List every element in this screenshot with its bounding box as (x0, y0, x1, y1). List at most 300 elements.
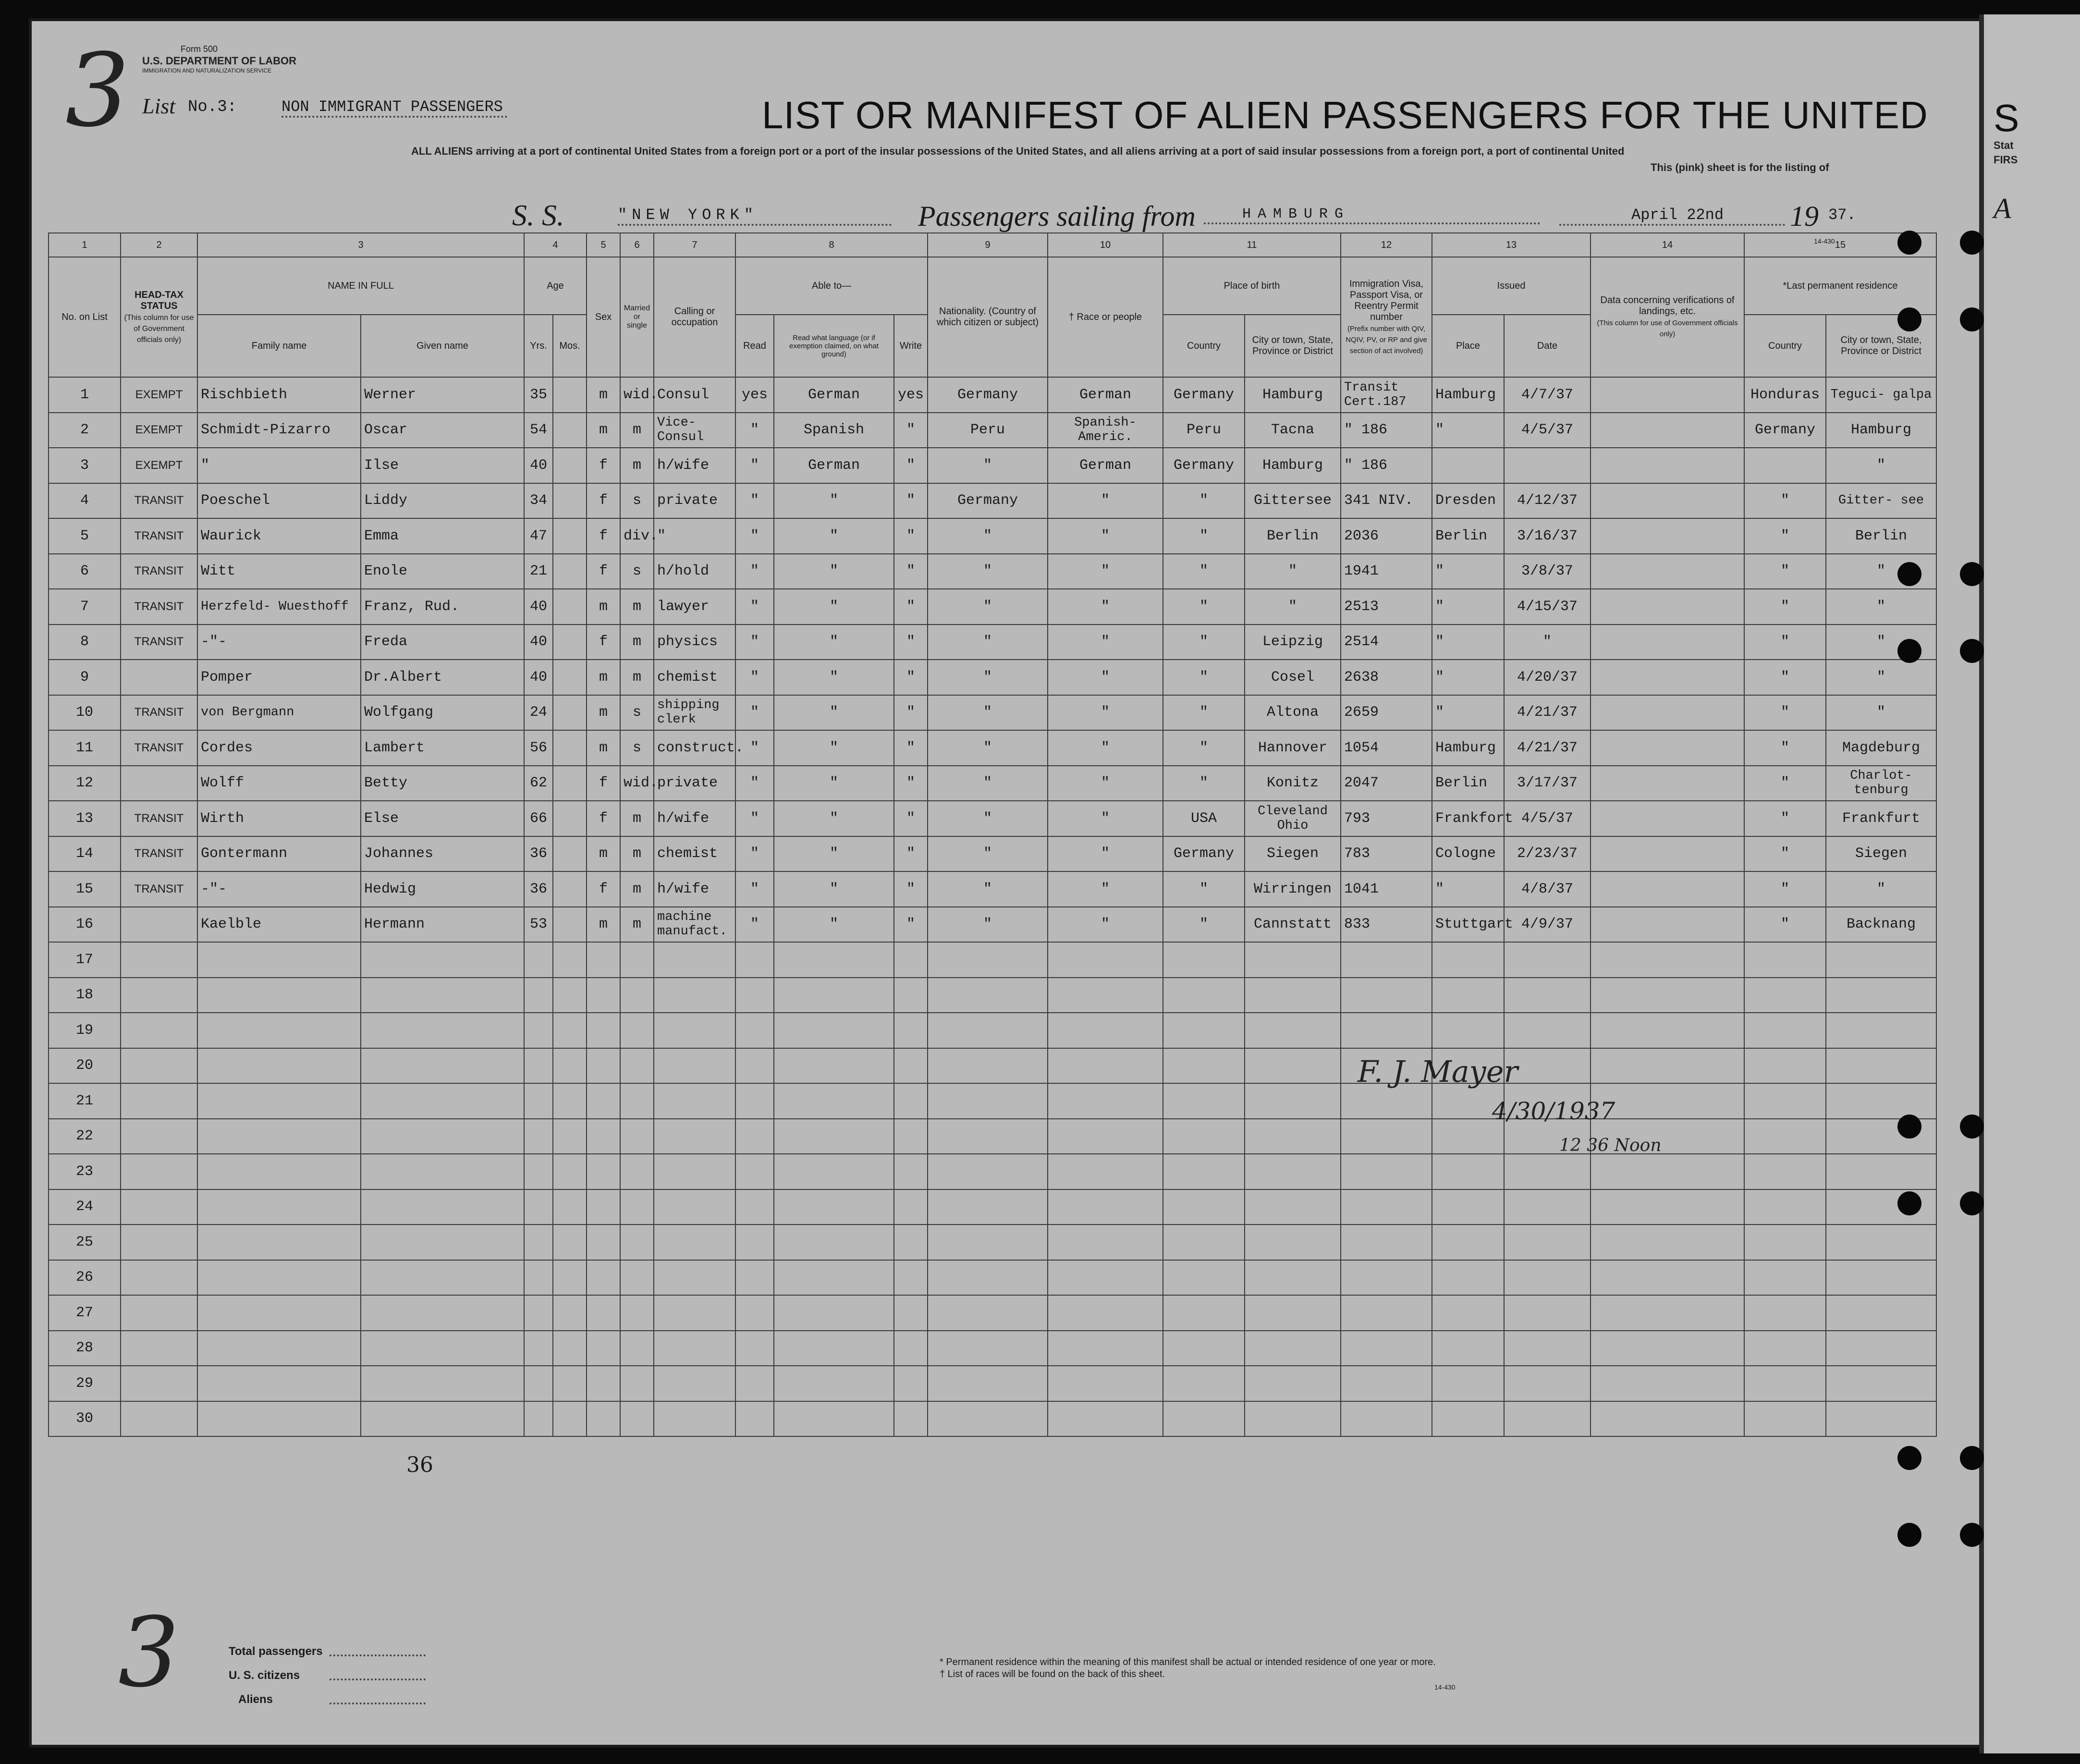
empty-cell (620, 1295, 654, 1331)
empty-cell (1341, 942, 1432, 978)
nationality-cell: Peru (928, 413, 1048, 448)
occupation-cell: shipping clerk (654, 695, 735, 731)
birth-city-cell: " (1245, 554, 1341, 589)
empty-cell (620, 1401, 654, 1437)
empty-cell (1591, 1189, 1744, 1225)
language-cell: " (774, 589, 894, 625)
row-number: 22 (49, 1119, 121, 1154)
family-name-cell: Wolff (197, 766, 361, 801)
empty-cell (774, 942, 894, 978)
empty-cell (1245, 1013, 1341, 1048)
residence-country-cell: " (1744, 907, 1826, 943)
empty-cell (654, 1048, 735, 1084)
given-name-cell: Enole (361, 554, 524, 589)
empty-cell (197, 1083, 361, 1119)
issued-place-cell: Cologne (1432, 836, 1504, 872)
manifest-table-wrap (48, 233, 1950, 1578)
residence-country-cell: " (1744, 660, 1826, 695)
residence-country-cell: " (1744, 518, 1826, 554)
empty-cell (620, 1331, 654, 1366)
issued-place-cell: Hamburg (1432, 377, 1504, 413)
empty-cell (1744, 1401, 1826, 1437)
age-months-cell (553, 625, 587, 660)
given-name-cell: Hermann (361, 907, 524, 943)
empty-cell (620, 1189, 654, 1225)
residence-country-cell: " (1744, 871, 1826, 907)
aliens-label: Aliens (238, 1693, 273, 1706)
empty-cell (524, 1189, 553, 1225)
occupation-cell: h/wife (654, 871, 735, 907)
next-page-letter-1: S (1994, 97, 2020, 139)
table-row (49, 907, 2028, 943)
occupation-cell: lawyer (654, 589, 735, 625)
departure-port: HAMBURG (1204, 206, 1540, 224)
empty-cell (524, 1331, 553, 1366)
empty-cell (928, 942, 1048, 978)
birth-country-cell: Germany (1163, 377, 1245, 413)
table-row (49, 801, 2028, 836)
subtitle-line2: This (pink) sheet is for the listing of (1651, 161, 1829, 173)
empty-cell (553, 1401, 587, 1437)
row-number: 17 (49, 942, 121, 978)
table-row (49, 730, 2028, 766)
age-months-cell (553, 589, 587, 625)
binding-hole (1897, 1446, 1921, 1470)
visa-cell: " 186 (1341, 448, 1432, 483)
empty-cell (524, 1154, 553, 1189)
visa-cell: 2036 (1341, 518, 1432, 554)
table-row (49, 766, 2028, 801)
empty-cell (1744, 1154, 1826, 1189)
marital-status-cell: m (620, 413, 654, 448)
language-cell: Spanish (774, 413, 894, 448)
language-cell: " (774, 660, 894, 695)
issued-date-cell: 4/5/37 (1504, 801, 1591, 836)
residence-country-cell: Germany (1744, 413, 1826, 448)
empty-cell (894, 1331, 928, 1366)
empty-cell (654, 1154, 735, 1189)
header-visa (1341, 257, 1432, 377)
sex-cell: m (587, 695, 620, 731)
occupation-cell: Vice- Consul (654, 413, 735, 448)
issued-date-cell: 4/15/37 (1504, 589, 1591, 625)
sex-cell: m (587, 907, 620, 943)
birth-city-cell: Cleveland Ohio (1245, 801, 1341, 836)
empty-cell (774, 1119, 894, 1154)
language-cell: " (774, 907, 894, 943)
birth-city-cell: Gittersee (1245, 483, 1341, 519)
empty-cell (735, 1401, 774, 1437)
read-cell: " (735, 448, 774, 483)
empty-cell (553, 1295, 587, 1331)
empty-cell (553, 1154, 587, 1189)
empty-cell (1826, 1295, 1936, 1331)
residence-country-cell: " (1744, 589, 1826, 625)
colnum-13: 13 (1432, 233, 1591, 257)
empty-cell (121, 1401, 197, 1437)
empty-cell (361, 1260, 524, 1296)
empty-cell (1744, 942, 1826, 978)
empty-cell (774, 1048, 894, 1084)
issued-place-cell: Stuttgart (1432, 907, 1504, 943)
empty-cell (654, 942, 735, 978)
empty-cell (121, 1083, 197, 1119)
empty-cell (1744, 978, 1826, 1013)
family-name-cell: von Bergmann (197, 695, 361, 731)
column-group-row (49, 257, 2028, 315)
empty-cell (524, 1260, 553, 1296)
footer-form-code: 14-430 (1434, 1683, 1456, 1691)
visa-note: (Prefix number with QIV, NQIV, PV, or RP and give section of act involved) (1346, 324, 1427, 355)
occupation-cell: " (654, 518, 735, 554)
verification-cell (1591, 766, 1744, 801)
row-number: 3 (49, 448, 121, 483)
birth-country-cell: " (1163, 589, 1245, 625)
empty-cell (1591, 942, 1744, 978)
header-read-language: Read what language (or if exemption claimed, on what ground) (774, 315, 894, 377)
empty-cell (1245, 1189, 1341, 1225)
empty-cell (894, 1119, 928, 1154)
empty-cell (361, 1013, 524, 1048)
empty-cell (197, 1119, 361, 1154)
write-cell: yes (894, 377, 928, 413)
age-years-cell: 36 (524, 836, 553, 872)
empty-cell (524, 1083, 553, 1119)
empty-cell (774, 1331, 894, 1366)
empty-cell (735, 1189, 774, 1225)
sailing-label: Passengers sailing from (918, 200, 1196, 232)
empty-cell (524, 1295, 553, 1331)
verification-cell (1591, 518, 1744, 554)
empty-cell (735, 942, 774, 978)
visa-cell: 2514 (1341, 625, 1432, 660)
empty-cell (587, 942, 620, 978)
table-row (49, 554, 2028, 589)
occupation-cell: h/wife (654, 448, 735, 483)
manifest-body (49, 377, 2028, 1436)
empty-cell (587, 1048, 620, 1084)
page-count: 36 (406, 1453, 433, 1477)
write-cell: " (894, 695, 928, 731)
row-number: 26 (49, 1260, 121, 1296)
row-number: 7 (49, 589, 121, 625)
empty-cell (121, 1331, 197, 1366)
empty-cell (1591, 1154, 1744, 1189)
empty-cell (1432, 1154, 1504, 1189)
empty-cell (774, 1225, 894, 1260)
age-months-cell (553, 801, 587, 836)
empty-cell (553, 978, 587, 1013)
empty-cell (197, 1331, 361, 1366)
empty-cell (197, 942, 361, 978)
family-name-cell: -"- (197, 625, 361, 660)
empty-cell (197, 1013, 361, 1048)
age-years-cell: 36 (524, 871, 553, 907)
sex-cell: m (587, 413, 620, 448)
row-number: 24 (49, 1189, 121, 1225)
table-row (49, 978, 2028, 1013)
empty-cell (1432, 1295, 1504, 1331)
colnum-4: 4 (524, 233, 587, 257)
residence-city-cell: " (1826, 695, 1936, 731)
marital-status-cell: wid. (620, 766, 654, 801)
marital-status-cell: m (620, 660, 654, 695)
empty-cell (1048, 978, 1163, 1013)
write-cell: " (894, 660, 928, 695)
nationality-cell: " (928, 695, 1048, 731)
empty-cell (1048, 1225, 1163, 1260)
verification-cell (1591, 589, 1744, 625)
occupation-cell: private (654, 766, 735, 801)
occupation-cell: chemist (654, 836, 735, 872)
empty-cell (1591, 1331, 1744, 1366)
list-number: No.3: (188, 98, 237, 116)
empty-cell (894, 978, 928, 1013)
family-name-cell: Herzfeld- Wuesthoff (197, 589, 361, 625)
empty-cell (1048, 1013, 1163, 1048)
empty-cell (553, 1189, 587, 1225)
birth-city-cell: Siegen (1245, 836, 1341, 872)
header-married: Married or single (620, 257, 654, 377)
empty-cell (654, 1013, 735, 1048)
table-row (49, 1331, 2028, 1366)
empty-cell (1504, 1189, 1591, 1225)
row-number: 13 (49, 801, 121, 836)
binding-hole (1960, 1523, 1984, 1547)
empty-cell (1826, 978, 1936, 1013)
race-cell: " (1048, 801, 1163, 836)
binding-hole (1897, 307, 1921, 331)
header-nationality: Nationality. (Country of which citizen or subject) (928, 257, 1048, 377)
table-row (49, 413, 2028, 448)
empty-cell (654, 1366, 735, 1401)
empty-cell (524, 942, 553, 978)
verification-cell (1591, 836, 1744, 872)
head-tax-cell (121, 907, 197, 943)
empty-cell (361, 1189, 524, 1225)
row-number: 23 (49, 1154, 121, 1189)
empty-cell (1245, 1083, 1341, 1119)
birth-country-cell: " (1163, 907, 1245, 943)
colnum-11: 11 (1163, 233, 1341, 257)
empty-cell (1341, 1154, 1432, 1189)
header-able-to: Able to— (735, 257, 928, 315)
given-name-cell: Hedwig (361, 871, 524, 907)
empty-cell (1826, 942, 1936, 978)
empty-cell (654, 1119, 735, 1154)
empty-cell (1504, 978, 1591, 1013)
given-name-cell: Emma (361, 518, 524, 554)
birth-country-cell: " (1163, 730, 1245, 766)
corner-number: 3 (65, 32, 130, 149)
empty-cell (928, 1048, 1048, 1084)
race-cell: " (1048, 554, 1163, 589)
empty-cell (894, 1401, 928, 1437)
empty-cell (1245, 1401, 1341, 1437)
empty-cell (735, 1048, 774, 1084)
visa-cell: 1941 (1341, 554, 1432, 589)
birth-city-cell: Konitz (1245, 766, 1341, 801)
empty-cell (654, 1331, 735, 1366)
header-place-of-birth: Place of birth (1163, 257, 1341, 315)
language-cell: " (774, 871, 894, 907)
birth-city-cell: Leipzig (1245, 625, 1341, 660)
empty-cell (1432, 1013, 1504, 1048)
colnum-5: 5 (587, 233, 620, 257)
empty-cell (553, 1083, 587, 1119)
marital-status-cell: s (620, 730, 654, 766)
residence-country-cell: " (1744, 766, 1826, 801)
head-tax-cell: TRANSIT (121, 695, 197, 731)
head-tax-cell: TRANSIT (121, 871, 197, 907)
given-name-cell: Wolfgang (361, 695, 524, 731)
binding-hole (1960, 1446, 1984, 1470)
empty-cell (1591, 1048, 1744, 1084)
empty-cell (1591, 1295, 1744, 1331)
empty-cell (620, 1119, 654, 1154)
empty-cell (654, 1225, 735, 1260)
marital-status-cell: s (620, 695, 654, 731)
family-name-cell: Witt (197, 554, 361, 589)
empty-cell (1744, 1366, 1826, 1401)
table-row (49, 1401, 2028, 1437)
occupation-cell: physics (654, 625, 735, 660)
header-family-name: Family name (197, 315, 361, 377)
row-number: 16 (49, 907, 121, 943)
ship-name: "NEW YORK" (618, 206, 892, 226)
empty-cell (735, 1013, 774, 1048)
issued-place-cell: " (1432, 871, 1504, 907)
empty-cell (1048, 1366, 1163, 1401)
empty-cell (735, 1295, 774, 1331)
age-months-cell (553, 518, 587, 554)
department: U.S. DEPARTMENT OF LABOR (142, 55, 297, 67)
residence-city-cell: " (1826, 589, 1936, 625)
empty-cell (928, 1225, 1048, 1260)
empty-cell (620, 1366, 654, 1401)
empty-cell (1826, 1366, 1936, 1401)
sex-cell: f (587, 483, 620, 519)
write-cell: " (894, 625, 928, 660)
empty-cell (1744, 1189, 1826, 1225)
empty-cell (1245, 942, 1341, 978)
language-cell: " (774, 554, 894, 589)
sex-cell: m (587, 589, 620, 625)
age-months-cell (553, 413, 587, 448)
age-months-cell (553, 377, 587, 413)
visa-cell: 2659 (1341, 695, 1432, 731)
given-name-cell: Freda (361, 625, 524, 660)
birth-city-cell: Hamburg (1245, 448, 1341, 483)
nationality-cell: " (928, 448, 1048, 483)
residence-city-cell: Hamburg (1826, 413, 1936, 448)
nationality-cell: " (928, 589, 1048, 625)
empty-cell (928, 1154, 1048, 1189)
occupation-cell: h/wife (654, 801, 735, 836)
verification-title: Data concerning verifications of landings, etc. (1600, 295, 1735, 317)
empty-cell (894, 1083, 928, 1119)
birth-city-cell: Cosel (1245, 660, 1341, 695)
empty-cell (1504, 1366, 1591, 1401)
age-years-cell: 40 (524, 660, 553, 695)
header-months: Mos. (553, 315, 587, 377)
row-number: 27 (49, 1295, 121, 1331)
read-cell: " (735, 554, 774, 589)
head-tax-cell: TRANSIT (121, 730, 197, 766)
empty-cell (361, 1154, 524, 1189)
empty-cell (1163, 1401, 1245, 1437)
empty-cell (1826, 1048, 1936, 1084)
next-page-letter-4: A (1994, 193, 2011, 224)
table-row (49, 625, 2028, 660)
verification-cell (1591, 554, 1744, 589)
empty-cell (197, 1048, 361, 1084)
empty-cell (928, 1013, 1048, 1048)
empty-cell (620, 1154, 654, 1189)
colnum-10: 10 (1048, 233, 1163, 257)
manifest-table (48, 233, 2028, 1437)
nationality-cell: " (928, 871, 1048, 907)
family-name-cell: " (197, 448, 361, 483)
visa-cell: Transit Cert.187 (1341, 377, 1432, 413)
head-tax-cell: EXEMPT (121, 377, 197, 413)
row-number: 29 (49, 1366, 121, 1401)
header-head-tax (121, 257, 197, 377)
empty-cell (361, 1048, 524, 1084)
write-cell: " (894, 589, 928, 625)
empty-cell (928, 978, 1048, 1013)
empty-cell (1744, 1119, 1826, 1154)
issued-place-cell: Dresden (1432, 483, 1504, 519)
empty-cell (587, 1154, 620, 1189)
issued-date-cell: 4/5/37 (1504, 413, 1591, 448)
occupation-cell: Consul (654, 377, 735, 413)
visa-cell: 783 (1341, 836, 1432, 872)
binding-hole (1897, 639, 1921, 663)
race-cell: German (1048, 377, 1163, 413)
empty-cell (735, 1260, 774, 1296)
table-row (49, 1048, 2028, 1084)
colnum-2: 2 (121, 233, 197, 257)
signature-time: 12 36 Noon (1559, 1136, 1662, 1155)
table-row (49, 518, 2028, 554)
verification-cell (1591, 483, 1744, 519)
empty-cell (1826, 1331, 1936, 1366)
occupation-cell: h/hold (654, 554, 735, 589)
empty-cell (361, 1331, 524, 1366)
empty-cell (1341, 1260, 1432, 1296)
table-row (49, 836, 2028, 872)
residence-country-cell: " (1744, 836, 1826, 872)
residence-country-cell: " (1744, 625, 1826, 660)
empty-cell (774, 1260, 894, 1296)
empty-cell (654, 1260, 735, 1296)
colnum-3: 3 (197, 233, 524, 257)
empty-cell (774, 1013, 894, 1048)
birth-country-cell: " (1163, 871, 1245, 907)
empty-cell (1163, 1295, 1245, 1331)
residence-country-cell: " (1744, 483, 1826, 519)
list-type: NON IMMIGRANT PASSENGERS (281, 98, 507, 118)
colnum-9: 9 (928, 233, 1048, 257)
table-row (49, 871, 2028, 907)
given-name-cell: Liddy (361, 483, 524, 519)
write-cell: " (894, 730, 928, 766)
language-cell: " (774, 836, 894, 872)
row-number: 11 (49, 730, 121, 766)
head-tax-cell: TRANSIT (121, 801, 197, 836)
issued-place-cell: Berlin (1432, 518, 1504, 554)
